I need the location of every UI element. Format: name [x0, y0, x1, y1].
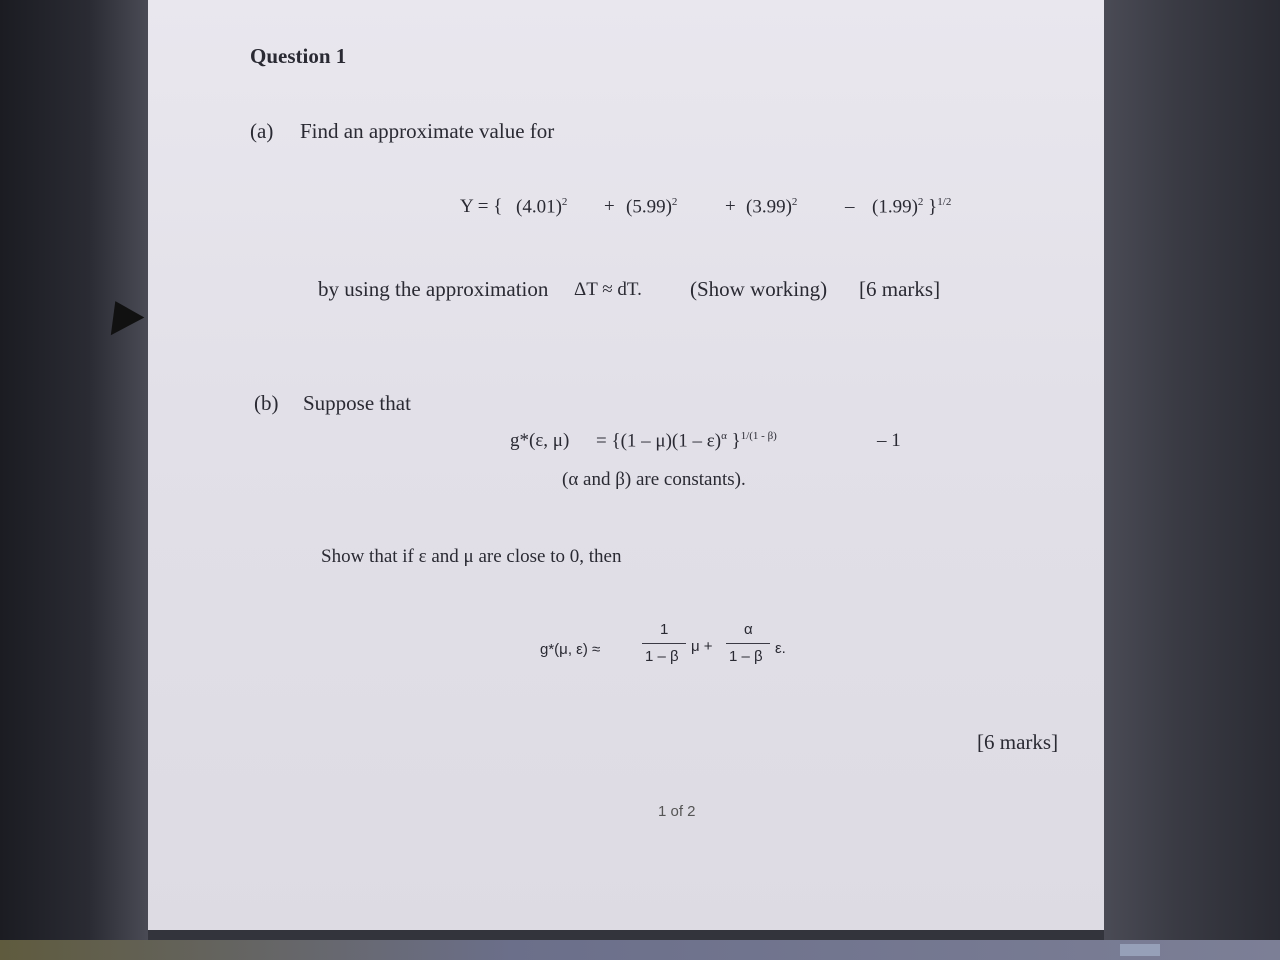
frac2-line: [726, 643, 770, 644]
constants-note: (α and β) are constants).: [562, 469, 746, 490]
epsilon-end: ε.: [775, 640, 786, 657]
show-working-note: (Show working): [690, 277, 828, 301]
formula-y-lhs: Y = {: [460, 196, 503, 217]
frac1-line: [642, 643, 686, 644]
formula-term1: $(4.01)^2$: [516, 196, 568, 218]
page-indicator: 1 of 2: [658, 803, 696, 820]
frac1-numerator: 1: [660, 621, 669, 638]
g-definition-lhs: g*(ε, μ): [510, 430, 570, 451]
formula-plus2: +: [725, 196, 736, 217]
part-a-label: (a): [250, 119, 274, 143]
right-bezel: [1104, 0, 1280, 960]
g-definition-minus-one: – 1: [877, 430, 901, 451]
part-b-marks: [6 marks]: [977, 730, 1059, 754]
part-a-marks: [6 marks]: [859, 277, 941, 301]
part-b-instruction: Suppose that: [303, 391, 411, 415]
formula-minus: –: [845, 196, 855, 217]
taskbar-tray: [1120, 944, 1160, 956]
show-that-statement: Show that if ε and μ are close to 0, then: [321, 546, 622, 567]
approximation-formula: ΔT ≈ dT.: [574, 279, 642, 300]
formula-term3: $(3.99)^2$: [746, 196, 798, 218]
formula-term2: $(5.99)^2$: [626, 196, 678, 218]
question-title: Question 1: [250, 44, 347, 68]
formula-plus1: +: [604, 196, 615, 217]
mu-plus: μ +: [691, 638, 713, 655]
formula-term4: $(1.99)^2$ }$^{1/2}$: [872, 196, 952, 218]
frac2-denominator: 1 – β: [729, 648, 763, 665]
approximation-text: by using the approximation: [318, 277, 549, 301]
frac1-denominator: 1 – β: [645, 648, 679, 665]
taskbar: [0, 940, 1280, 960]
part-b-label: (b): [254, 391, 279, 415]
part-a-instruction: Find an approximate value for: [300, 119, 555, 143]
g-definition-rhs: = {(1 – μ)(1 – ε)$^\alpha$ }$^{1/(1 - \beta)}$: [596, 430, 777, 452]
frac2-numerator: α: [744, 621, 753, 638]
approx-lhs: g*(μ, ε) ≈: [540, 641, 601, 658]
document-page: [148, 0, 1104, 930]
left-bezel: [0, 0, 148, 960]
